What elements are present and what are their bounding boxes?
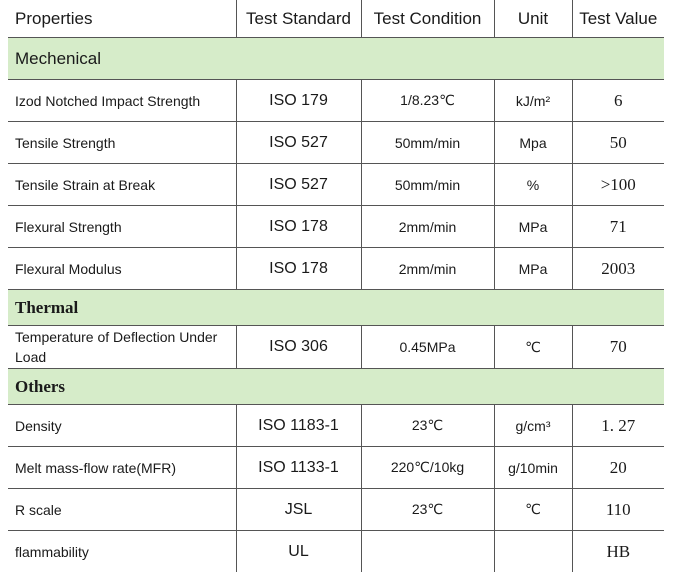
- condition-cell: [361, 531, 494, 573]
- standard-cell: ISO 179: [236, 80, 361, 122]
- section-row-others: [8, 369, 664, 405]
- table-row: [8, 164, 664, 206]
- property-cell: Flexural Strength: [8, 206, 236, 248]
- table-row: [8, 489, 664, 531]
- header-properties: Properties: [8, 0, 236, 38]
- header-test-value: Test Value: [572, 0, 664, 38]
- property-cell: Temperature of Deflection Under Load: [8, 326, 236, 369]
- table-row: [8, 531, 664, 573]
- section-title-mechanical: Mechenical: [8, 38, 664, 80]
- standard-cell: ISO 178: [236, 206, 361, 248]
- header-unit: Unit: [494, 0, 572, 38]
- section-title-others: Others: [8, 369, 664, 405]
- standard-cell: ISO 178: [236, 248, 361, 290]
- value-cell: 50: [572, 122, 664, 164]
- value-cell: HB: [572, 531, 664, 573]
- value-cell: 20: [572, 447, 664, 489]
- property-cell: Tensile Strength: [8, 122, 236, 164]
- property-cell: flammability: [15, 543, 89, 560]
- standard-cell: ISO 306: [236, 326, 361, 369]
- property-cell: Tensile Strain at Break: [8, 164, 236, 206]
- condition-cell: 23℃: [361, 489, 494, 531]
- unit-cell: ℃: [494, 489, 572, 531]
- table-row: [8, 122, 664, 164]
- value-cell: 1. 27: [572, 405, 664, 447]
- section-row-thermal: [8, 290, 664, 326]
- condition-cell: 23℃: [361, 405, 494, 447]
- value-cell: >100: [572, 164, 664, 206]
- property-cell: Melt mass-flow rate(MFR): [8, 447, 236, 489]
- standard-cell: ISO 527: [236, 164, 361, 206]
- value-cell: 70: [572, 326, 664, 369]
- table-row: [8, 326, 664, 369]
- value-cell: 71: [572, 206, 664, 248]
- table-row: [8, 447, 664, 489]
- property-cell: R scale: [8, 489, 236, 531]
- header-test-standard: Test Standard: [236, 0, 361, 38]
- standard-cell: UL: [236, 531, 361, 573]
- standard-cell: ISO 527: [236, 122, 361, 164]
- unit-cell: g/cm³: [494, 405, 572, 447]
- standard-cell: ISO 1183-1: [236, 405, 361, 447]
- unit-cell: [494, 531, 572, 573]
- properties-sheet: [8, 0, 664, 572]
- standard-cell: JSL: [236, 489, 361, 531]
- property-cell: Izod Notched Impact Strength: [8, 80, 236, 122]
- unit-cell: g/10min: [494, 447, 572, 489]
- value-cell: 6: [572, 80, 664, 122]
- condition-cell: 1/8.23℃: [361, 80, 494, 122]
- property-cell: Density: [8, 405, 236, 447]
- header-test-condition: Test Condition: [361, 0, 494, 38]
- condition-cell: 50mm/min: [361, 164, 494, 206]
- unit-cell: kJ/m²: [494, 80, 572, 122]
- standard-cell: ISO 1133-1: [236, 447, 361, 489]
- value-cell: 2003: [572, 248, 664, 290]
- unit-cell: Mpa: [494, 122, 572, 164]
- table-header-row: [8, 0, 664, 38]
- unit-cell: MPa: [494, 206, 572, 248]
- condition-cell: 2mm/min: [361, 248, 494, 290]
- unit-cell: ℃: [494, 326, 572, 369]
- unit-cell: MPa: [494, 248, 572, 290]
- section-row-mechanical: [8, 38, 664, 80]
- property-cell: Flexural Modulus: [8, 248, 236, 290]
- condition-cell: 2mm/min: [361, 206, 494, 248]
- table-row: [8, 80, 664, 122]
- condition-cell: 50mm/min: [361, 122, 494, 164]
- condition-cell: 220℃/10kg: [361, 447, 494, 489]
- table-row: [8, 248, 664, 290]
- table-row: [8, 206, 664, 248]
- properties-table: [8, 0, 664, 572]
- condition-cell: 0.45MPa: [361, 326, 494, 369]
- table-row: [8, 405, 664, 447]
- value-cell: 110: [572, 489, 664, 531]
- section-title-thermal: Thermal: [8, 290, 664, 326]
- unit-cell: %: [494, 164, 572, 206]
